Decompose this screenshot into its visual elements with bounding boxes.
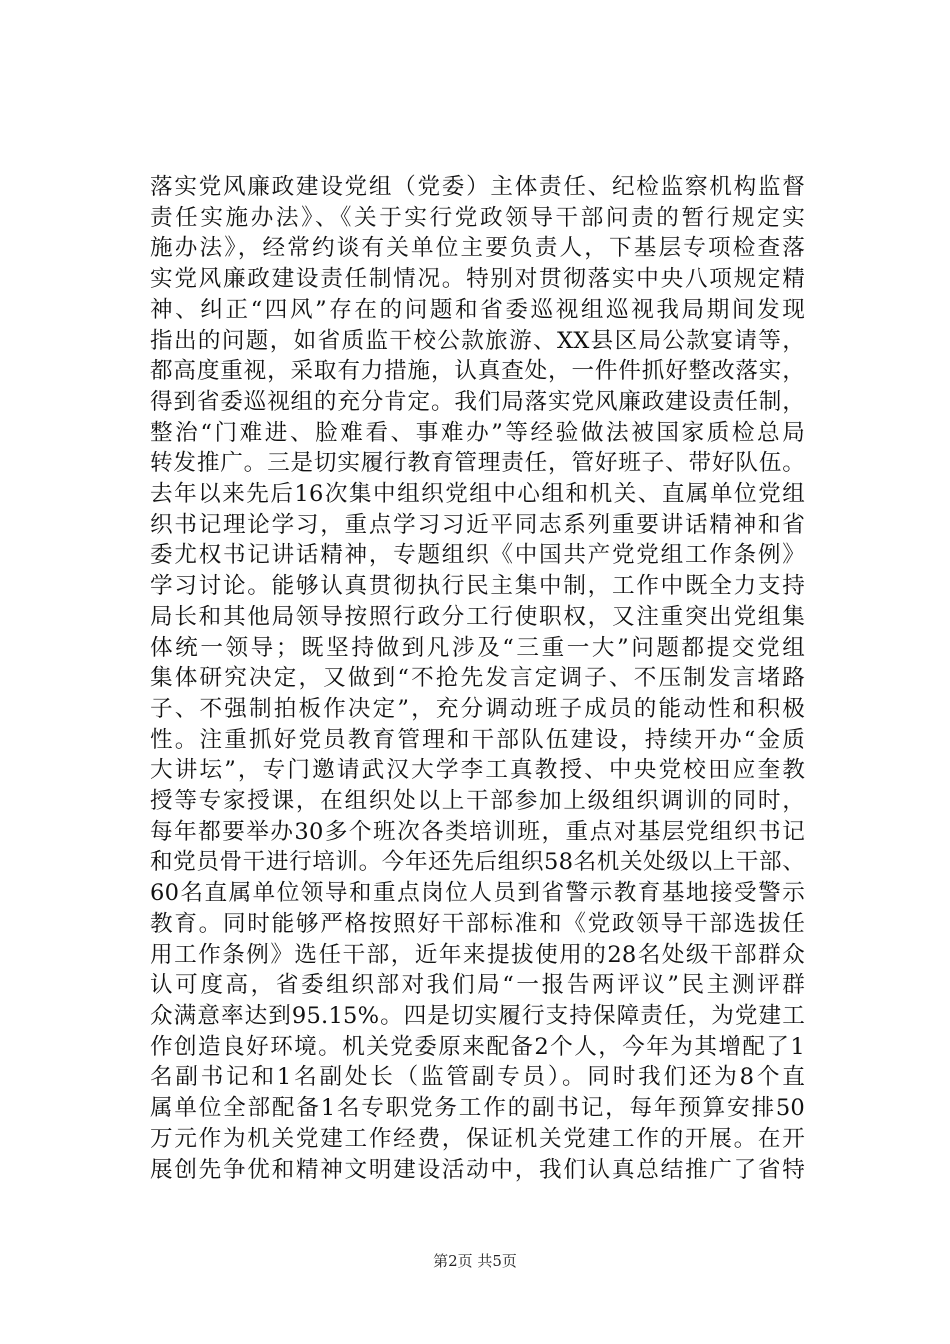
body-paragraph (150, 172, 805, 1185)
text-line: 施办法》，经常约谈有关单位主要负责人，下基层专项检查落 (150, 235, 805, 262)
text-line: 属单位全部配备1名专职党务工作的副书记，每年预算安排50 (150, 1095, 805, 1122)
text-line: 学习讨论。能够认真贯彻执行民主集中制，工作中既全力支持 (150, 573, 805, 600)
text-line: 和党员骨干进行培训。今年还先后组织58名机关处级以上干部、 (150, 849, 805, 876)
text-line: 教育。同时能够严格按照好干部标准和《党政领导干部选拔任 (150, 910, 805, 937)
text-line: 去年以来先后16次集中组织党组中心组和机关、直属单位党组 (150, 481, 805, 508)
text-line: 责任实施办法》、《关于实行党政领导干部问责的暂行规定实 (150, 204, 805, 231)
page-footer (0, 1250, 950, 1271)
text-line: 体统一领导；既坚持做到凡涉及“三重一大”问题都提交党组 (150, 634, 805, 661)
text-line: 实党风廉政建设责任制情况。特别对贯彻落实中央八项规定精 (150, 266, 805, 293)
text-line: 用工作条例》选任干部，近年来提拔使用的28名处级干部群众 (150, 941, 805, 968)
text-line: 每年都要举办30多个班次各类培训班，重点对基层党组织书记 (150, 818, 805, 845)
text-line: 织书记理论学习，重点学习习近平同志系列重要讲话精神和省 (150, 511, 805, 538)
text-line: 众满意率达到95.15%。四是切实履行支持保障责任，为党建工 (150, 1002, 805, 1029)
text-line: 大讲坛”，专门邀请武汉大学李工真教授、中央党校田应奎教 (150, 757, 805, 784)
text-line: 指出的问题，如省质监干校公款旅游、XX县区局公款宴请等， (150, 327, 805, 354)
text-line: 整治“门难进、脸难看、事难办”等经验做法被国家质检总局 (150, 419, 805, 446)
text-line: 转发推广。三是切实履行教育管理责任，管好班子、带好队伍。 (150, 450, 805, 477)
page-number: 第2页 共5页 (433, 1252, 517, 1270)
text-line: 得到省委巡视组的充分肯定。我们局落实党风廉政建设责任制， (150, 388, 805, 415)
text-line: 作创造良好环境。机关党委原来配备2个人，今年为其增配了1 (150, 1033, 805, 1060)
text-line: 都高度重视，采取有力措施，认真查处，一件件抓好整改落实， (150, 358, 805, 385)
text-line: 子、不强制拍板作决定”，充分调动班子成员的能动性和积极 (150, 695, 805, 722)
text-line: 60名直属单位领导和重点岗位人员到省警示教育基地接受警示 (150, 880, 805, 907)
text-line: 局长和其他局领导按照行政分工行使职权，又注重突出党组集 (150, 603, 805, 630)
text-line: 神、纠正“四风”存在的问题和省委巡视组巡视我局期间发现 (150, 296, 805, 323)
text-line: 性。注重抓好党员教育管理和干部队伍建设，持续开办“金质 (150, 726, 805, 753)
text-line: 授等专家授课，在组织处以上干部参加上级组织调训的同时， (150, 788, 805, 815)
text-line: 认可度高，省委组织部对我们局“一报告两评议”民主测评群 (150, 972, 805, 999)
text-line: 万元作为机关党建工作经费，保证机关党建工作的开展。在开 (150, 1125, 805, 1152)
text-line: 落实党风廉政建设党组（党委）主体责任、纪检监察机构监督 (150, 174, 805, 200)
text-line: 集体研究决定，又做到“不抢先发言定调子、不压制发言堵路 (150, 665, 805, 692)
text-line: 委尤权书记讲话精神，专题组织《中国共产党党组工作条例》 (150, 542, 805, 569)
text-line: 展创先争优和精神文明建设活动中，我们认真总结推广了省特 (150, 1156, 805, 1183)
text-line: 名副书记和1名副处长（监管副专员）。同时我们还为8个直 (150, 1064, 805, 1091)
